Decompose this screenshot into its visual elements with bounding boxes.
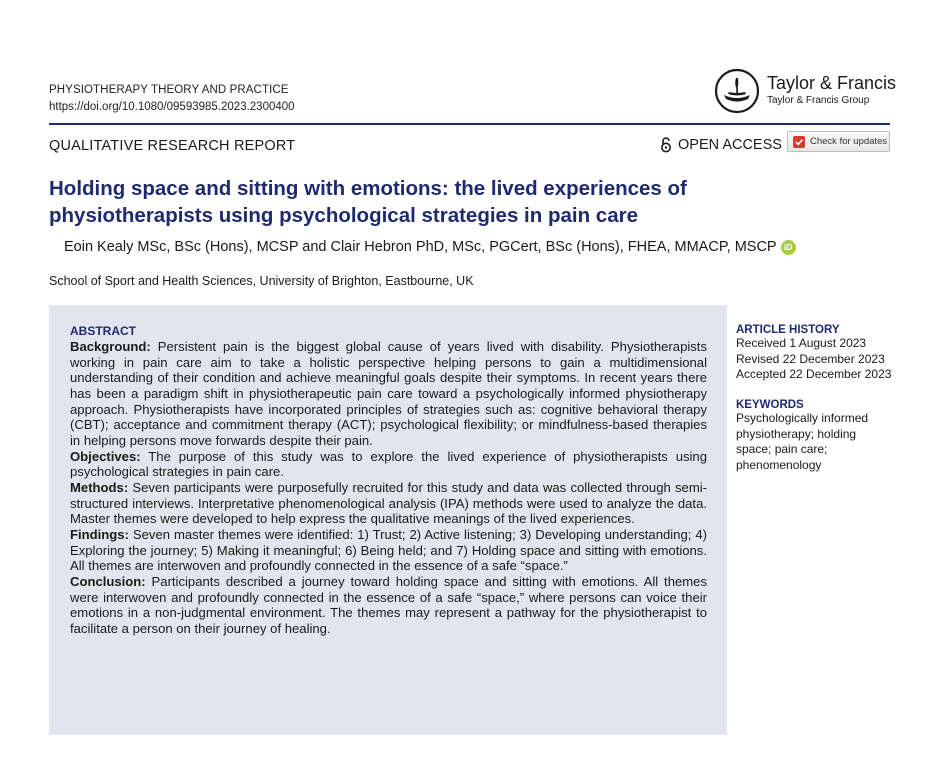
check-updates-label: Check for updates: [810, 136, 888, 147]
accepted-date: Accepted 22 December 2023: [736, 367, 892, 381]
affiliation: School of Sport and Health Sciences, University of Brighton, Eastbourne, UK: [49, 274, 474, 288]
open-lock-icon: [660, 136, 672, 153]
open-access-badge: [660, 136, 782, 153]
revised-date: Revised 22 December 2023: [736, 351, 885, 366]
received-date: Received 1 August 2023: [736, 336, 867, 350]
abstract-background: [70, 339, 707, 449]
journal-name: PHYSIOTHERAPY THEORY AND PRACTICE: [49, 84, 289, 96]
article-title: [49, 175, 869, 229]
abstract-conclusion: [70, 574, 707, 637]
abstract-methods: [70, 480, 707, 527]
header-divider: [49, 123, 890, 125]
orcid-icon[interactable]: iD: [781, 240, 796, 255]
abstract-body: [70, 339, 707, 636]
objectives-text: The purpose of this study was to explore the lived experience of physiotherapists using psychological strategies in pain care.: [70, 448, 707, 480]
background-label: Background:: [70, 339, 151, 354]
publisher-group: Taylor & Francis Group: [767, 95, 870, 106]
keywords-section: [736, 399, 876, 473]
conclusion-text: Participants described a journey toward holding space and sitting with emotions. All themes were interwoven and profoundly connected in the essence of a safe “space,” where persons can voice their emotions in a non-judgmental environment. The themes may represent a pathway for the physiotherapist to facilitate a person on their journey of healing.: [70, 573, 707, 636]
taylor-francis-logo-icon: [714, 68, 760, 114]
authors-text: Eoin Kealy MSc, BSc (Hons), MCSP and Clair Hebron PhD, MSc, PGCert, BSc (Hons), FHEA, MMACP, MSCP: [64, 239, 777, 255]
methods-label: Methods:: [70, 479, 129, 495]
article-history: [736, 324, 891, 383]
abstract-objectives: [70, 449, 707, 480]
author-list: [64, 239, 796, 255]
findings-text: Seven master themes were identified: 1) Trust; 2) Active listening; 3) Developing understanding; 4) Exploring the journey; 5) Making it meaningful; 6) Being held; and 7) Holding space and sitting with emotions. All themes are interwoven and profoundly connected in the essence of a safe “space.”: [70, 526, 707, 574]
check-updates-icon: [792, 135, 806, 149]
abstract-findings: [70, 527, 707, 574]
check-for-updates-button[interactable]: [787, 131, 890, 152]
findings-label: Findings:: [70, 526, 129, 542]
keywords-text: Psychologically informed physiotherapy; holding space; pain care; phenomenology: [736, 411, 869, 472]
keywords-heading: KEYWORDS: [736, 399, 804, 411]
publisher-name: Taylor & Francis: [767, 73, 897, 93]
conclusion-label: Conclusion:: [70, 573, 146, 589]
article-history-heading: ARTICLE HISTORY: [736, 324, 840, 336]
objectives-label: Objectives:: [70, 448, 141, 464]
abstract-heading: ABSTRACT: [70, 324, 136, 338]
doi-link[interactable]: https://doi.org/10.1080/09593985.2023.2300400: [49, 101, 295, 113]
methods-text: Seven participants were purposefully recruited for this study and data was collected through semi-structured interviews. Interpretative phenomenological analysis (IPA) methods were used to analyze the data. Master themes were developed to help express the qualitative meanings of the lived experiences.: [70, 479, 707, 527]
article-type-label: QUALITATIVE RESEARCH REPORT: [49, 138, 296, 154]
open-access-label: OPEN ACCESS: [678, 136, 782, 153]
background-text: Persistent pain is the biggest global cause of years lived with disability. Physiotherapists working in pain care aim to take a holistic perspective helping persons to gain a multidimensional understanding of their condition and achieve meaningful goals despite their symptoms. In recent years there has been a paradigm shift in physiotherapeutic pain care toward a psychologically informed physiotherapy approach. Physiotherapists have incorporated principles of strategies such as: cognitive behavioral therapy (CBT); acceptance and commitment therapy (ACT); psychological flexibility; or mindfulness-based therapies in helping persons move forwards despite their pain.: [70, 339, 707, 448]
title-line-1: Holding space and sitting with emotions: the lived experiences of: [49, 177, 687, 200]
title-line-2: physiotherapists using psychological strategies in pain care: [49, 204, 638, 227]
